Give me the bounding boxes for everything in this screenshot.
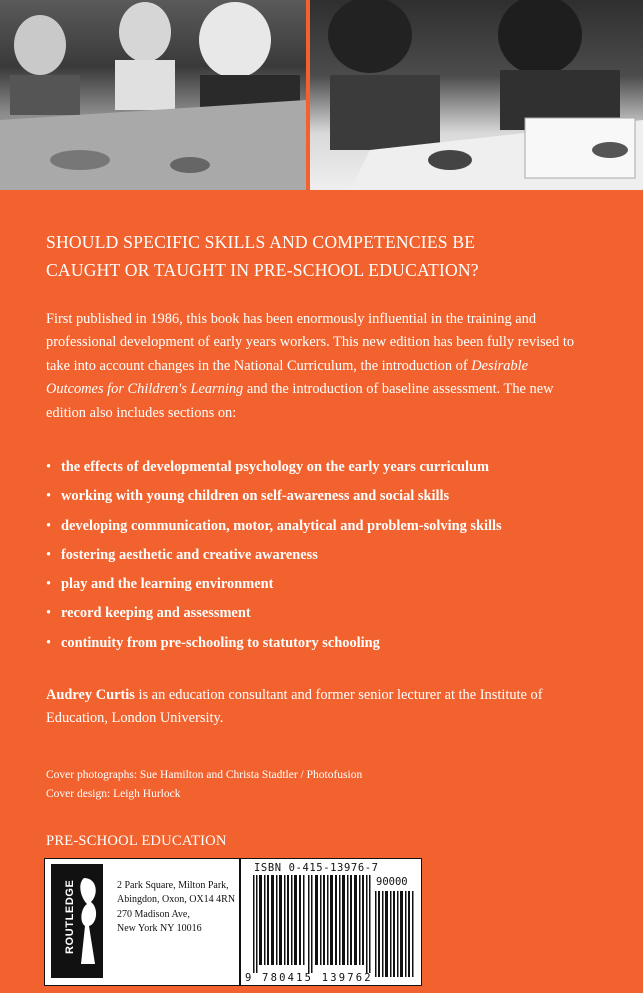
intro-paragraph — [46, 308, 586, 425]
section-list-item: • developing communication, motor, analytical and problem-solving skills — [46, 515, 606, 544]
author-bio-text: is an education consultant and former senior lecturer at the Institute of Education, London University. — [46, 687, 543, 727]
headline-line-2: CAUGHT OR TAUGHT IN PRE-SCHOOL EDUCATION? — [46, 260, 479, 280]
address-line: Abingdon, Oxon, OX14 4RN — [117, 894, 236, 906]
publisher-address — [117, 879, 235, 937]
price-addon-bars — [375, 891, 415, 977]
cover-photographs — [0, 0, 643, 190]
section-list — [46, 456, 606, 661]
section-list-item: • continuity from pre-schooling to statutory schooling — [46, 632, 606, 661]
ean-barcode-bars — [253, 875, 371, 973]
intro-book-title: Desirable Outcomes for Children's Learning — [46, 357, 528, 398]
design-credit: Cover design: Leigh Hurlock — [46, 788, 181, 800]
ean-number: 9 780415 139762 — [245, 972, 373, 984]
intro-text-1: First published in 1986, this book has been enormously influential in the training and professional development of early years workers. This new edition has been fully revised to take into account changes in the National Curriculum, the introduction of — [46, 311, 575, 374]
section-list-item: • play and the learning environment — [46, 573, 606, 602]
section-list-item: • record keeping and assessment — [46, 602, 606, 631]
isbn-barcode — [240, 858, 422, 986]
isbn-number: ISBN 0-415-13976-7 — [254, 862, 379, 874]
photo-children-drawing — [310, 0, 643, 190]
address-line: New York NY 10016 — [117, 923, 202, 935]
cover-credits — [46, 766, 606, 804]
intro-text-2: and the introduction of baseline assessment. The new edition also includes sections on: — [46, 381, 554, 421]
cover-headline — [46, 228, 606, 284]
address-line: 270 Madison Ave, — [117, 908, 190, 920]
section-list-item: • the effects of developmental psychology on the early years curriculum — [46, 456, 606, 485]
series-title: PRE-SCHOOL EDUCATION — [46, 833, 227, 849]
photo-credit: Cover photographs: Sue Hamilton and Christa Stadtler / Photofusion — [46, 769, 363, 781]
author-name: Audrey Curtis — [46, 687, 135, 703]
publisher-box — [44, 858, 240, 986]
section-list-item: • working with young children on self-awareness and social skills — [46, 485, 606, 514]
routledge-logo — [51, 864, 103, 978]
headline-line-1: SHOULD SPECIFIC SKILLS AND COMPETENCIES BE — [46, 232, 476, 252]
price-code: 90000 — [376, 876, 408, 888]
routledge-logo-text: ROUTLEDGE — [64, 879, 76, 954]
section-list-item: • fostering aesthetic and creative awareness — [46, 544, 606, 573]
author-bio — [46, 684, 606, 731]
photo-children-painting — [0, 0, 306, 190]
address-line: 2 Park Square, Milton Park, — [117, 880, 229, 891]
